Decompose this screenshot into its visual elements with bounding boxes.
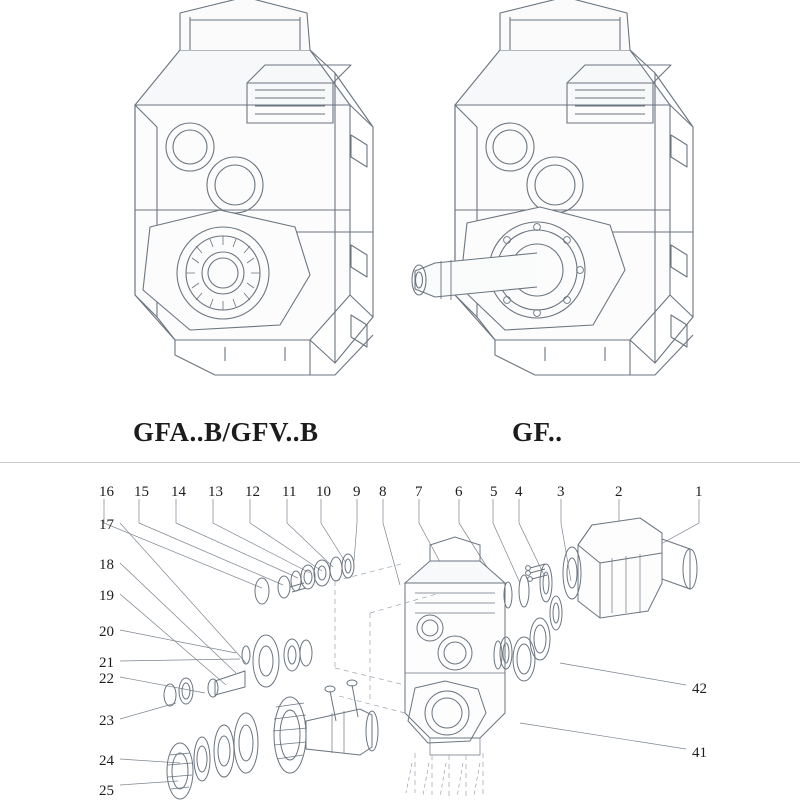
gearbox-figure-right <box>405 0 715 395</box>
callout-19: 19 <box>99 588 114 604</box>
callout-13: 13 <box>208 484 223 500</box>
callout-21: 21 <box>99 655 114 671</box>
callout-14: 14 <box>171 484 186 500</box>
callout-8: 8 <box>379 484 387 500</box>
callout-41: 41 <box>692 745 707 761</box>
figure-caption-left: GFA..B/GFV..B <box>133 417 319 447</box>
callout-42: 42 <box>692 681 707 697</box>
callout-10: 10 <box>316 484 331 500</box>
callout-12: 12 <box>245 484 260 500</box>
callout-9: 9 <box>353 484 361 500</box>
gearbox-figure-left <box>95 0 405 395</box>
callout-20: 20 <box>99 624 114 640</box>
callout-15: 15 <box>134 484 149 500</box>
callout-18: 18 <box>99 557 114 573</box>
exploded-diagram <box>0 463 800 800</box>
callout-6: 6 <box>455 484 463 500</box>
callout-25: 25 <box>99 783 114 799</box>
callout-2: 2 <box>615 484 623 500</box>
callout-22: 22 <box>99 671 114 687</box>
callout-4: 4 <box>515 484 523 500</box>
exploded-view <box>0 463 800 800</box>
callout-16: 16 <box>99 484 114 500</box>
callout-23: 23 <box>99 713 114 729</box>
figure-caption-right: GF.. <box>512 417 563 447</box>
callout-7: 7 <box>415 484 423 500</box>
callout-24: 24 <box>99 753 114 769</box>
callout-11: 11 <box>282 484 297 500</box>
callout-1: 1 <box>695 484 703 500</box>
callout-17: 17 <box>99 517 114 533</box>
callout-3: 3 <box>557 484 565 500</box>
callout-5: 5 <box>490 484 498 500</box>
